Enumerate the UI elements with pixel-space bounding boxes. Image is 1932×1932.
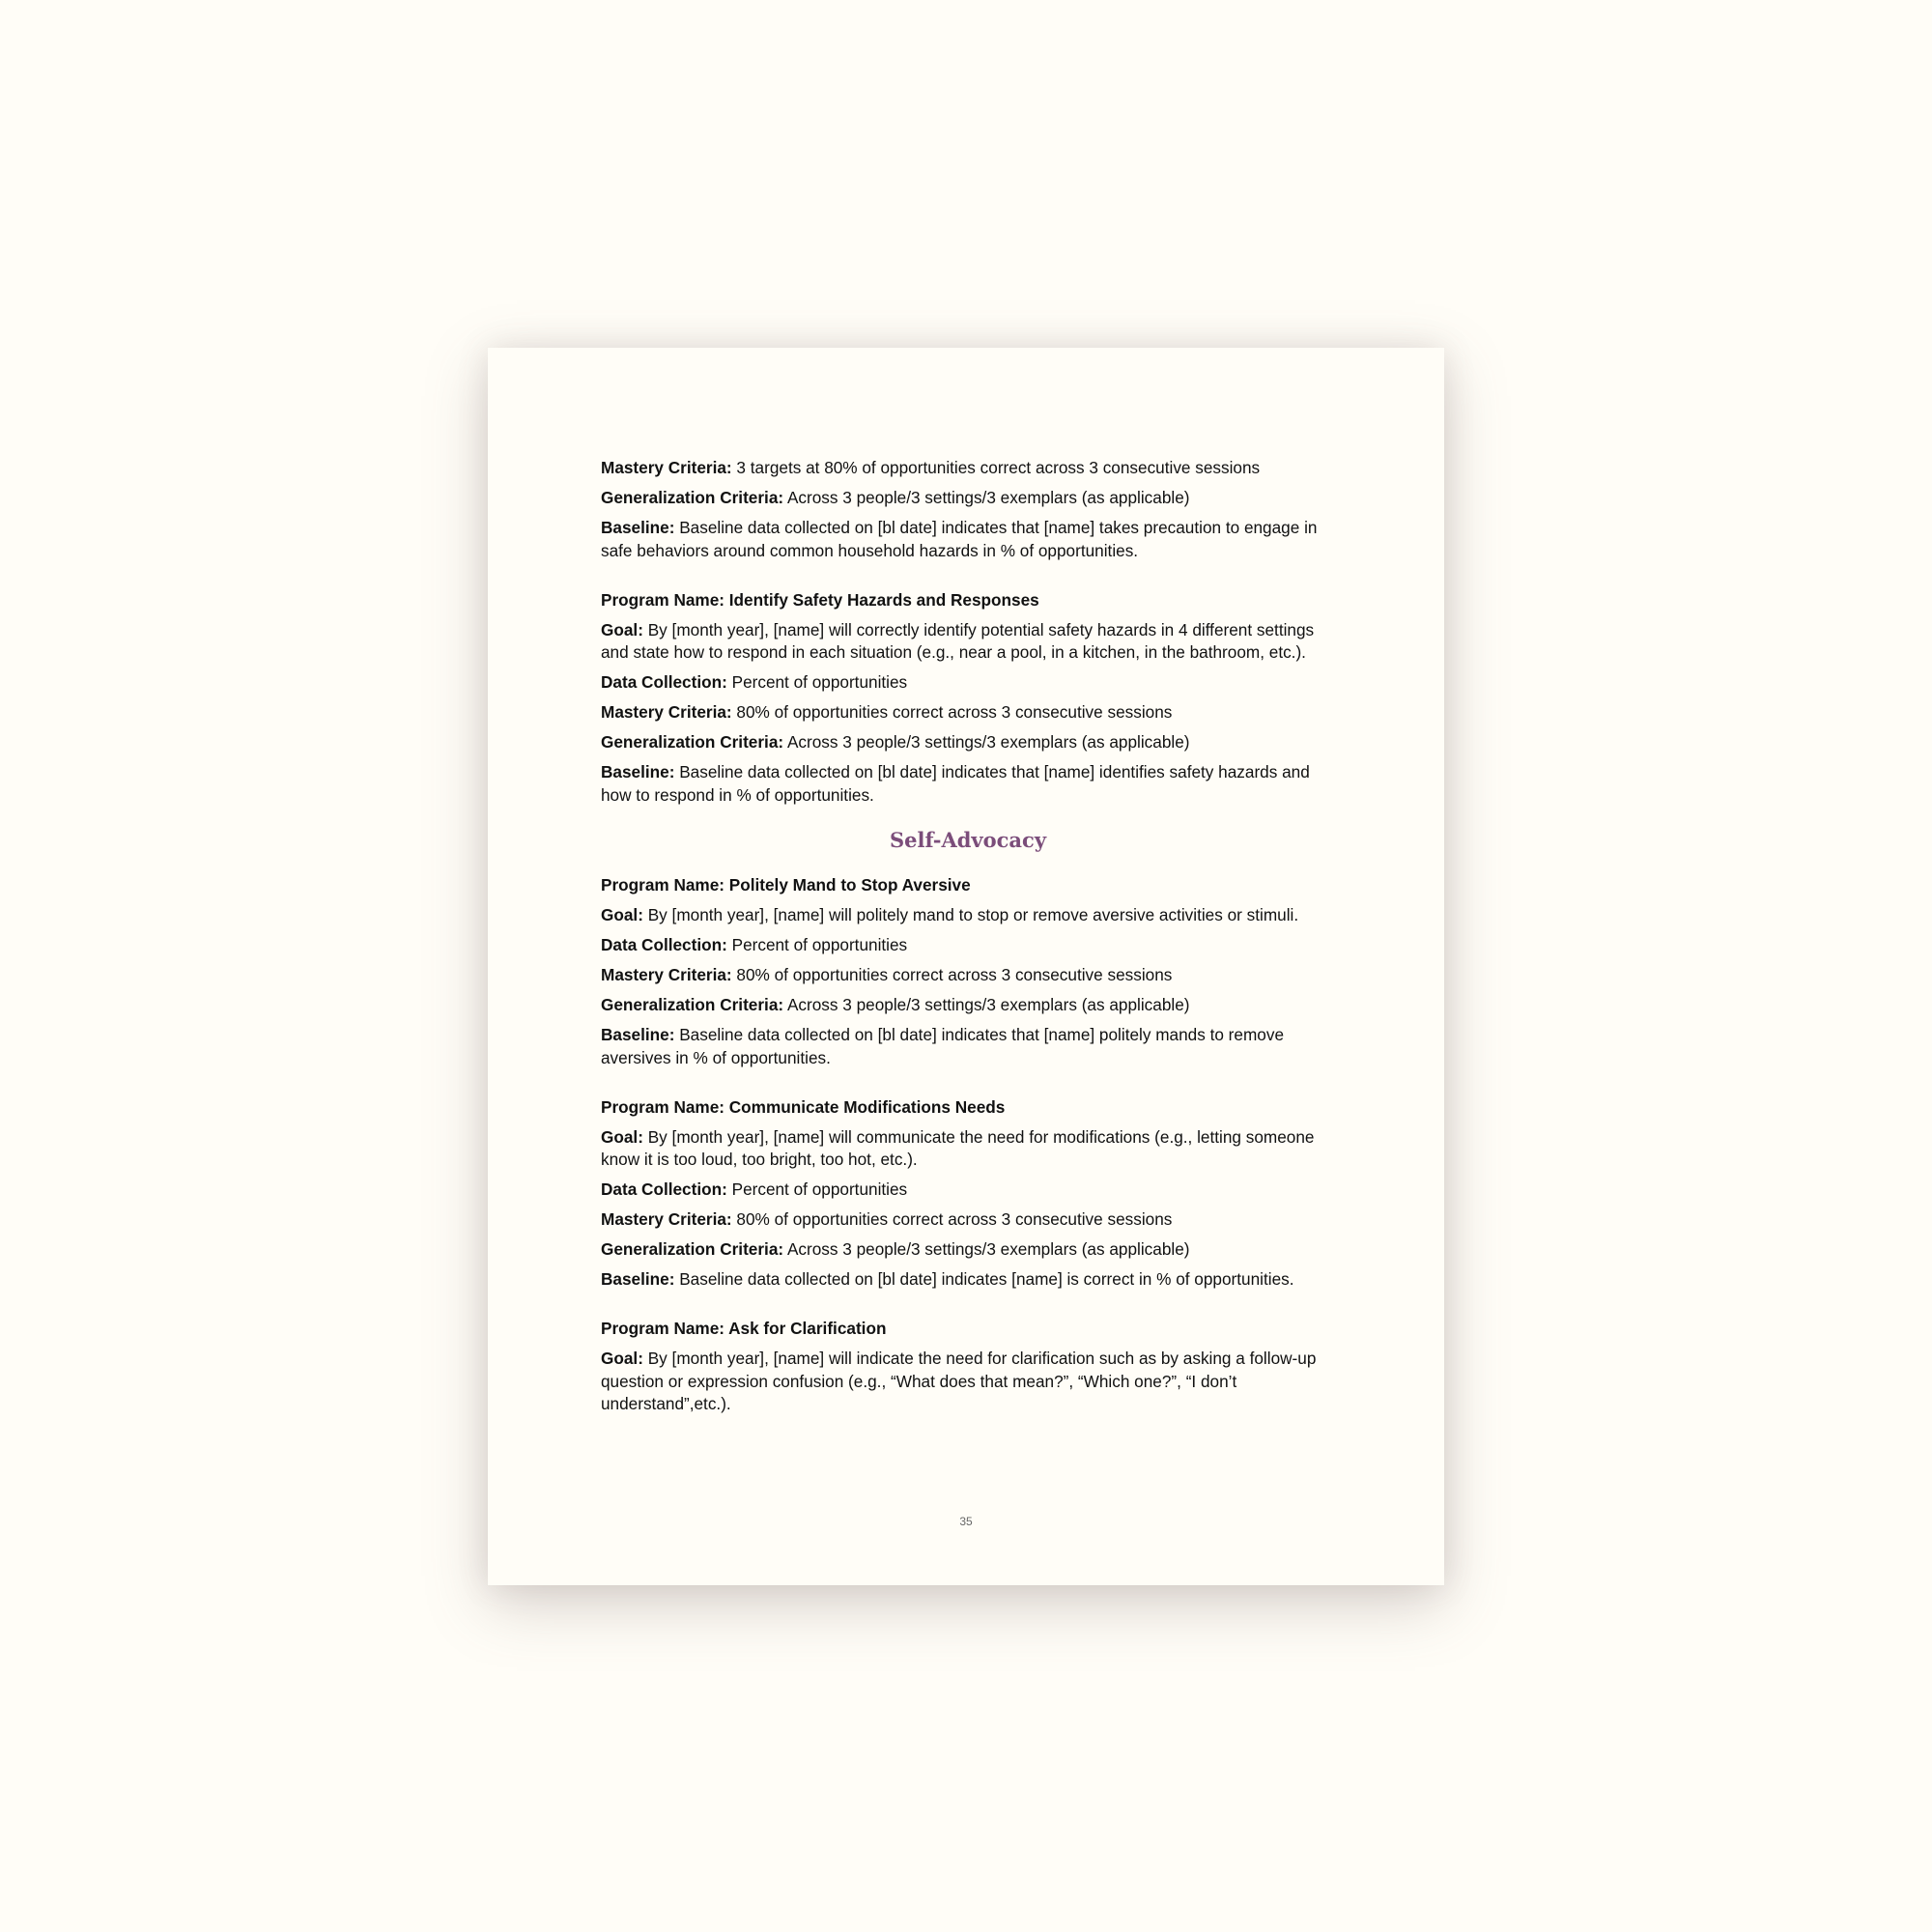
spacer <box>601 1298 1335 1318</box>
field-label: Goal: <box>601 1349 643 1368</box>
field-label: Baseline: <box>601 518 675 537</box>
program-name-communicate-modifications: Program Name: Communicate Modifications Needs <box>601 1096 1006 1117</box>
intro-mastery-criteria <box>601 457 1335 480</box>
intro-generalization-criteria <box>601 487 1335 510</box>
modifications-baseline <box>601 1268 1335 1292</box>
spacer <box>601 570 1335 589</box>
mand-baseline <box>601 1024 1335 1069</box>
safety-baseline <box>601 761 1335 807</box>
program-name-safety-hazards: Program Name: Identify Safety Hazards and Responses <box>601 589 1039 610</box>
page-number: 35 <box>959 1515 973 1528</box>
field-label: Data Collection: <box>601 1179 727 1199</box>
field-text: 3 targets at 80% of opportunities correct across 3 consecutive sessions <box>731 458 1261 477</box>
modifications-mastery-criteria <box>601 1208 1335 1232</box>
field-text: Baseline data collected on [bl date] indicates that [name] identifies safety hazards and how to respond in % of opportunities. <box>601 762 1310 805</box>
field-text: Baseline data collected on [bl date] indicates that [name] politely mands to remove aversives in % of opportunities. <box>601 1025 1284 1067</box>
safety-mastery-criteria <box>601 701 1335 724</box>
field-label: Mastery Criteria: <box>601 965 732 984</box>
field-text: By [month year], [name] will politely mand to stop or remove aversive activities or stimuli. <box>642 905 1299 924</box>
field-label: Goal: <box>601 1126 643 1147</box>
field-text: 80% of opportunities correct across 3 consecutive sessions <box>731 965 1173 984</box>
document-page <box>488 348 1444 1585</box>
spacer <box>601 1077 1335 1096</box>
safety-generalization-criteria <box>601 731 1335 754</box>
field-text: Across 3 people/3 settings/3 exemplars (as applicable) <box>783 1239 1190 1259</box>
field-text: By [month year], [name] will indicate the need for clarification such as by asking a follow-up question or expression confusion (e.g., “What does that mean?”, “Which one?”, “I don’t understand”,etc.). <box>601 1349 1317 1413</box>
field-label: Mastery Criteria: <box>601 1209 732 1229</box>
field-label: Baseline: <box>601 762 675 781</box>
field-label: Baseline: <box>601 1025 675 1044</box>
field-label: Generalization Criteria: <box>601 488 784 507</box>
field-label: Data Collection: <box>601 935 727 954</box>
modifications-generalization-criteria <box>601 1238 1335 1262</box>
program-name-politely-mand: Program Name: Politely Mand to Stop Aversive <box>601 875 971 895</box>
mand-data-collection <box>601 934 1335 957</box>
field-label: Generalization Criteria: <box>601 1239 784 1259</box>
field-text: Percent of opportunities <box>726 1179 908 1199</box>
intro-baseline <box>601 517 1335 562</box>
field-text: Across 3 people/3 settings/3 exemplars (as applicable) <box>783 488 1190 507</box>
field-label: Goal: <box>601 905 643 924</box>
field-text: Baseline data collected on [bl date] indicates [name] is correct in % of opportunities. <box>674 1269 1294 1289</box>
field-text: By [month year], [name] will correctly identify potential safety hazards in 4 different settings and state how to respond in each situation (e.g., near a pool, in a kitchen, in the bathroom, etc.). <box>601 619 1315 662</box>
field-text: Percent of opportunities <box>726 672 908 692</box>
field-label: Mastery Criteria: <box>601 702 732 722</box>
page-content <box>601 457 1335 1423</box>
field-text: 80% of opportunities correct across 3 consecutive sessions <box>731 1209 1173 1229</box>
field-text: By [month year], [name] will communicate the need for modifications (e.g., letting someone know it is too loud, too bright, too hot, etc.). <box>601 1126 1315 1169</box>
field-text: Across 3 people/3 settings/3 exemplars (as applicable) <box>783 732 1190 752</box>
program-name-ask-clarification: Program Name: Ask for Clarification <box>601 1319 887 1338</box>
safety-data-collection <box>601 671 1335 695</box>
field-label: Mastery Criteria: <box>601 458 732 477</box>
field-label: Baseline: <box>601 1269 675 1289</box>
field-label: Generalization Criteria: <box>601 995 784 1014</box>
section-title-self-advocacy: Self-Advocacy <box>889 828 1047 852</box>
modifications-goal <box>601 1126 1335 1172</box>
field-text: Baseline data collected on [bl date] indicates that [name] takes precaution to engage in safe behaviors around common household hazards in % of opportunities. <box>601 518 1318 560</box>
field-text: 80% of opportunities correct across 3 consecutive sessions <box>731 702 1173 722</box>
field-label: Data Collection: <box>601 672 727 692</box>
clarification-goal <box>601 1348 1335 1416</box>
field-text: Percent of opportunities <box>726 935 908 954</box>
field-label: Goal: <box>601 619 643 639</box>
mand-generalization-criteria <box>601 994 1335 1017</box>
mand-goal <box>601 904 1335 927</box>
field-label: Generalization Criteria: <box>601 732 784 752</box>
modifications-data-collection <box>601 1179 1335 1202</box>
mand-mastery-criteria <box>601 964 1335 987</box>
safety-goal <box>601 619 1335 665</box>
field-text: Across 3 people/3 settings/3 exemplars (as applicable) <box>783 995 1190 1014</box>
